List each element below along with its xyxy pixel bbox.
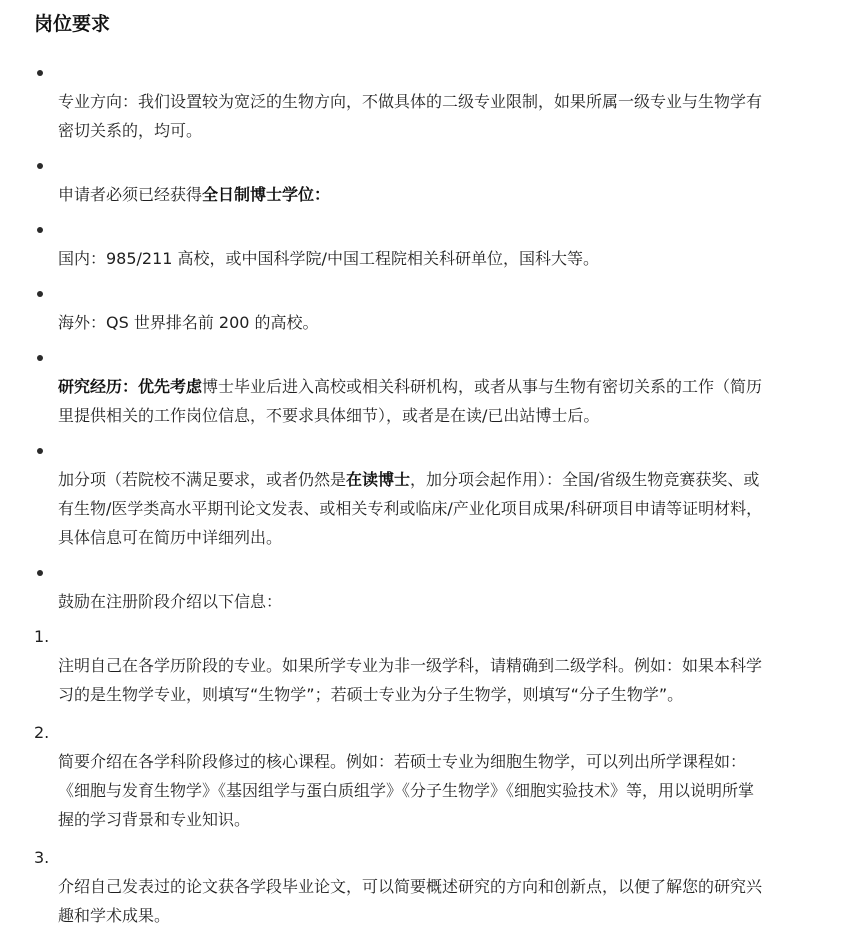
list-item-overseas xyxy=(34,279,844,337)
item-text: 简要介绍在各学科阶段修过的核心课程。例如：若硕士专业为细胞生物学，可以列出所学课程如： 《细胞与发育生物学》《基因组学与蛋白质组学》《分子生物学》《细胞实验技术》等，用以说明所掌 握的学习背景和专业知识。 xyxy=(58,752,755,829)
item-text: 鼓励在注册阶段介绍以下信息： xyxy=(58,592,283,611)
numbered-item-3 xyxy=(34,843,844,930)
list-item-major xyxy=(34,58,844,145)
item-text: 注明自己在各学历阶段的专业。如果所学专业为非一级学科，请精确到二级学科。例如：如果本科学 习的是生物学专业，则填写“生物学”；若硕士专业为分子生物学，则填写“分子生物学”。 xyxy=(58,656,763,704)
list-item-research-experience xyxy=(34,343,844,430)
numbered-list xyxy=(34,622,844,930)
requirements-list xyxy=(34,58,844,616)
item-text: 专业方向：我们设置较为宽泛的生物方向，不做具体的二级专业限制，如果所属一级专业与生物学有 密切关系的，均可。 xyxy=(58,92,763,140)
item-number: 2. xyxy=(34,723,50,742)
list-item-domestic xyxy=(34,215,844,273)
section-heading: 岗位要求 xyxy=(34,13,111,35)
bullet-dot xyxy=(37,355,43,361)
item-text: 加分项（若院校不满足要求，或者仍然是 xyxy=(58,470,347,489)
bullet-dot xyxy=(37,570,43,576)
item-text: 申请者必须已经获得 xyxy=(58,185,203,204)
list-item-encourage xyxy=(34,558,844,616)
item-bold-text: 全日制博士学位： xyxy=(202,185,331,204)
numbered-item-2 xyxy=(34,718,844,834)
list-item-degree xyxy=(34,151,844,209)
item-text: 海外：QS 世界排名前 200 的高校。 xyxy=(58,313,319,332)
item-bold-text: 研究经历：优先考虑 xyxy=(58,377,203,396)
item-number: 3. xyxy=(34,848,50,867)
bullet-dot xyxy=(37,227,43,233)
item-text: 介绍自己发表过的论文获各学段毕业论文，可以简要概述研究的方向和创新点，以便了解您的研究兴 趣和学术成果。 xyxy=(58,877,763,925)
list-item-bonus xyxy=(34,436,844,552)
bullet-dot xyxy=(37,70,43,76)
item-number: 1. xyxy=(34,627,50,646)
numbered-item-1 xyxy=(34,622,844,709)
item-text: 国内：985/211 高校，或中国科学院/中国工程院相关科研单位，国科大等。 xyxy=(58,249,599,268)
item-text: 博士毕业后进入高校或相关科研机构，或者从事与生物有密切关系的工作（简历 里提供相关的工作岗位信息，不要求具体细节），或者是在读/已出站博士后。 xyxy=(58,377,763,425)
bullet-dot xyxy=(37,163,43,169)
item-bold-text: 在读博士 xyxy=(346,470,411,489)
bullet-dot xyxy=(37,291,43,297)
item-text: ，加分项会起作用）：全国/省级生物竞赛获奖、或 有生物/医学类高水平期刊论文发表、或相关专利或临床/产业化项目成果/科研项目申请等证明材料， 具体信息可在简历中详细列出。 xyxy=(58,470,763,547)
bullet-dot xyxy=(37,448,43,454)
